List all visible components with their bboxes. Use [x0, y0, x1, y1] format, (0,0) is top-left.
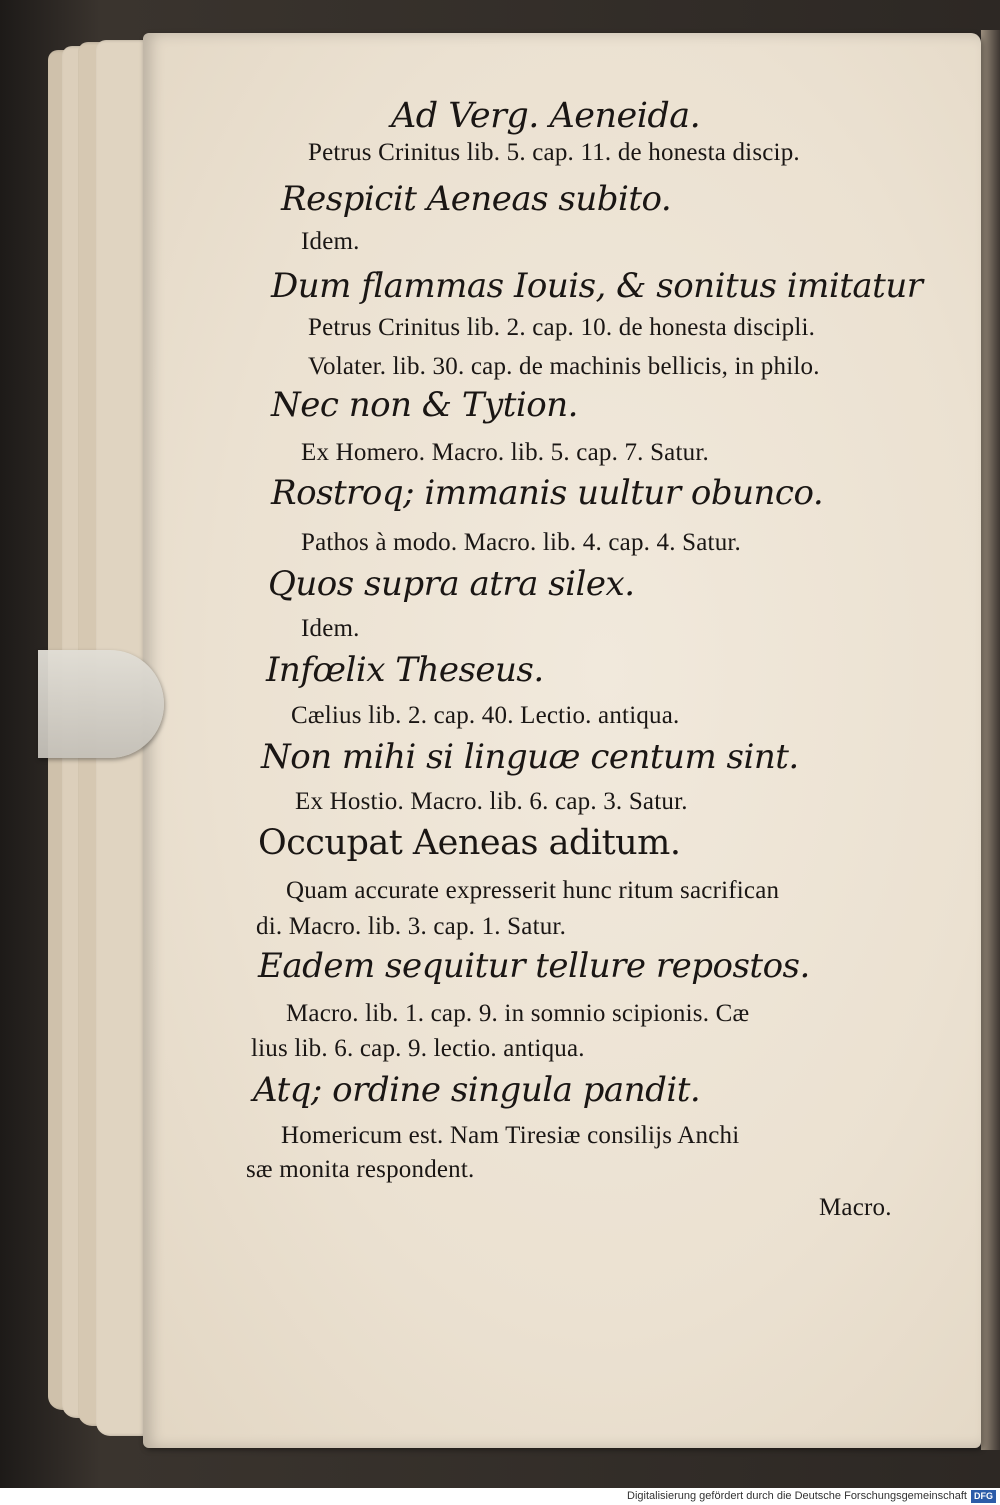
text-line: Volater. lib. 30. cap. de machinis bellicis, in philo.: [308, 353, 820, 380]
catchword: Macro.: [819, 1194, 892, 1221]
footer-credit: Digitalisierung gefördert durch die Deutsche Forschungsgemeinschaft: [627, 1490, 967, 1502]
text-line: Petrus Crinitus lib. 2. cap. 10. de honesta discipli.: [308, 314, 816, 341]
verse-lemma: Atq; ordine singula pandit.: [253, 1070, 701, 1110]
dfg-logo-icon: DFG: [971, 1490, 996, 1503]
book-page: [143, 33, 981, 1448]
verse-lemma: Infœlix Theseus.: [266, 650, 544, 690]
page-clip: [38, 650, 164, 758]
verse-lemma: Occupat Aeneas aditum.: [258, 823, 681, 863]
verse-lemma: Non mihi si linguæ centum sint.: [261, 737, 799, 777]
text-line: Macro. lib. 1. cap. 9. in somnio scipionis. Cæ: [286, 1000, 750, 1027]
digitization-footer: [0, 1488, 1000, 1505]
text-line: di. Macro. lib. 3. cap. 1. Satur.: [256, 913, 567, 940]
verse-lemma: Rostroq; immanis uultur obunco.: [271, 473, 824, 513]
text-line: Quam accurate expresserit hunc ritum sacrifican: [286, 877, 780, 904]
text-line: Ex Hostio. Macro. lib. 6. cap. 3. Satur.: [295, 788, 688, 815]
text-line: lius lib. 6. cap. 9. lectio. antiqua.: [251, 1035, 585, 1062]
verse-lemma: Respicit Aeneas subito.: [281, 179, 672, 219]
text-line: Ex Homero. Macro. lib. 5. cap. 7. Satur.: [301, 439, 709, 466]
text-line: Cælius lib. 2. cap. 40. Lectio. antiqua.: [291, 702, 680, 729]
verse-lemma: Nec non & Tytion.: [271, 385, 578, 425]
text-line: Homericum est. Nam Tiresiæ consilijs Anchi: [281, 1122, 740, 1149]
verse-lemma: Quos supra atra silex.: [268, 564, 635, 604]
text-line: Idem.: [301, 615, 360, 642]
binding-shadow: [981, 30, 1000, 1450]
running-header: Ad Verg. Aeneida.: [391, 96, 701, 136]
text-line: sæ monita respondent.: [246, 1156, 475, 1183]
text-line: Pathos à modo. Macro. lib. 4. cap. 4. Satur.: [301, 529, 741, 556]
verse-lemma: Dum flammas Iouis, & sonitus imitatur: [271, 266, 923, 306]
text-line: Petrus Crinitus lib. 5. cap. 11. de honesta discip.: [308, 139, 800, 166]
text-line: Idem.: [301, 228, 360, 255]
verse-lemma: Eadem sequitur tellure repostos.: [258, 946, 810, 986]
